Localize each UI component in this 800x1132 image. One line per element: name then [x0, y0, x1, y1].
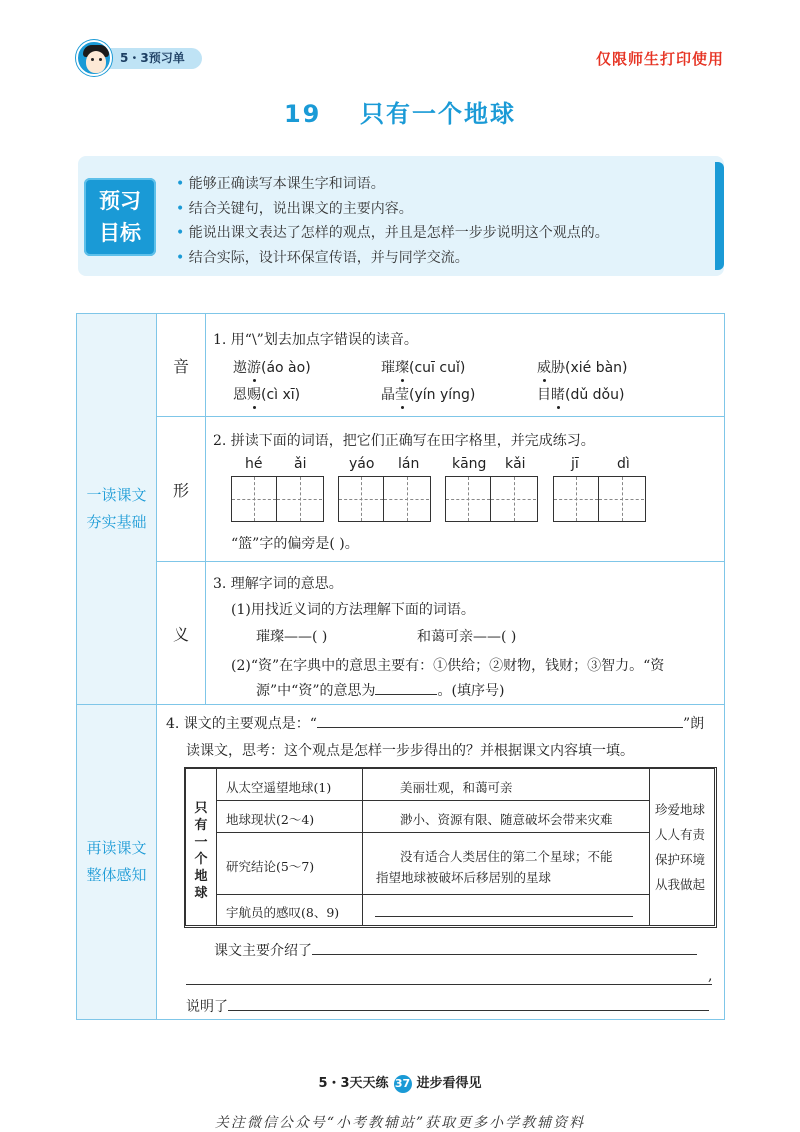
- preview-goals-panel: [78, 156, 724, 276]
- goal-item: • 能够正确读写本课生字和词语。: [176, 172, 609, 197]
- lesson-number: 19: [283, 100, 322, 128]
- summary-line-1: 课文主要介绍了: [214, 940, 697, 960]
- table-row-value-blank[interactable]: [362, 894, 650, 926]
- table-row-label: 研究结论(5～7): [216, 832, 363, 895]
- pinyin: lán: [398, 456, 420, 472]
- word-blank-2: 和蔼可亲——( ): [417, 629, 517, 645]
- table-row-value: 美丽壮观，和蔼可亲: [362, 768, 650, 801]
- table-row-value: 没有适合人类居住的第二个星球；不能 指望地球被破坏后移居别的星球: [362, 832, 650, 895]
- goal-item: • 结合关键句，说出课文的主要内容。: [176, 197, 609, 222]
- word-item: 晶莹(yín yíng): [381, 387, 476, 403]
- sub-question-2-line2: 源”中“资”的意思为 。(填序号): [256, 683, 505, 699]
- goals-list: [176, 172, 609, 270]
- pinyin: yáo: [349, 456, 375, 472]
- page-footer: 5・3天天练 37 进步看得见: [318, 1076, 482, 1091]
- pinyin: jī: [571, 456, 579, 472]
- section1-label: 一读课文 夯实基础: [76, 313, 157, 705]
- summary-comma: ,: [708, 968, 713, 984]
- table-row-value: 渺小、资源有限、随意破坏会带来灾难: [362, 800, 650, 833]
- word-item: 威胁(xié bàn): [537, 360, 628, 376]
- badge-label: 5・3预习单: [102, 48, 202, 69]
- goal-item: • 能说出课文表达了怎样的观点，并且是怎样一步步说明这个观点的。: [176, 221, 609, 246]
- lesson-name: 只有一个地球: [360, 100, 517, 128]
- question-3: 3. 理解字词的意思。: [213, 576, 343, 592]
- pinyin: ǎi: [294, 456, 307, 472]
- question-4: 4. 课文的主要观点是：“ ”朗: [166, 716, 705, 732]
- word-item: 璀璨(cuī cuǐ): [381, 360, 466, 376]
- bottom-note: 关注微信公众号“小考教辅站”获取更多小学教辅资料: [214, 1115, 586, 1131]
- pinyin: hé: [245, 456, 263, 472]
- page-number: 37: [394, 1075, 412, 1093]
- pinyin: dì: [617, 456, 630, 472]
- table-row-label: 宇航员的感叹(8、9): [216, 894, 363, 926]
- word-item: 遨游(áo ào): [233, 360, 311, 376]
- goals-accent-bar: [715, 162, 724, 270]
- tian-grid[interactable]: [231, 476, 324, 522]
- question-1: 1. 用“\”划去加点字错误的读音。: [213, 332, 418, 348]
- pinyin: kāng: [452, 456, 487, 472]
- char-yi: 义: [156, 561, 206, 705]
- word-item: 恩赐(cì xī): [233, 387, 301, 403]
- summary-blank-1[interactable]: [312, 954, 697, 955]
- sub-question-1: (1)用找近义词的方法理解下面的词语。: [231, 602, 475, 618]
- table-row-label: 从太空遥望地球(1): [216, 768, 363, 801]
- section2-label: 再读课文 整体感知: [76, 704, 157, 1020]
- tian-grid[interactable]: [553, 476, 646, 522]
- summary-blank-3[interactable]: [228, 1010, 709, 1011]
- viewpoint-blank[interactable]: [317, 727, 683, 728]
- word-blank-1: 璀璨——( ): [256, 629, 328, 645]
- char-xing: 形: [156, 416, 206, 562]
- cartoon-boy-icon: [76, 40, 112, 76]
- word-item: 目睹(dǔ dǒu): [537, 387, 625, 403]
- tian-grid[interactable]: [445, 476, 538, 522]
- table-row-label: 地球现状(2～4): [216, 800, 363, 833]
- table-conclusion: 珍爱地球 人人有责 保护环境 从我做起: [649, 768, 715, 926]
- structure-table: [184, 767, 717, 928]
- answer-blank[interactable]: [375, 694, 437, 695]
- table-vertical-title: 只 有 一 个 地 球: [194, 801, 208, 901]
- print-note: 仅限师生打印使用: [595, 50, 724, 68]
- radical-question: “篮”字的偏旁是( )。: [231, 536, 359, 552]
- series-badge: [76, 40, 206, 76]
- goals-label: 预习 目标: [84, 178, 156, 256]
- question-4-line2: 读课文，思考：这个观点是怎样一步步得出的？并根据课文内容填一填。: [186, 743, 634, 759]
- pinyin: kǎi: [505, 456, 526, 472]
- tian-grid[interactable]: [338, 476, 431, 522]
- question-2: 2. 拼读下面的词语，把它们正确写在田字格里，并完成练习。: [213, 433, 595, 449]
- char-yin: 音: [156, 313, 206, 417]
- lesson-title: [0, 94, 800, 129]
- goal-item: • 结合实际，设计环保宣传语，并与同学交流。: [176, 246, 609, 271]
- summary-line-3: 说明了: [186, 996, 709, 1016]
- summary-blank-2[interactable]: [186, 984, 712, 985]
- sub-question-2: (2)“资”在字典中的意思主要有：①供给；②财物，钱财；③智力。“资: [231, 658, 665, 674]
